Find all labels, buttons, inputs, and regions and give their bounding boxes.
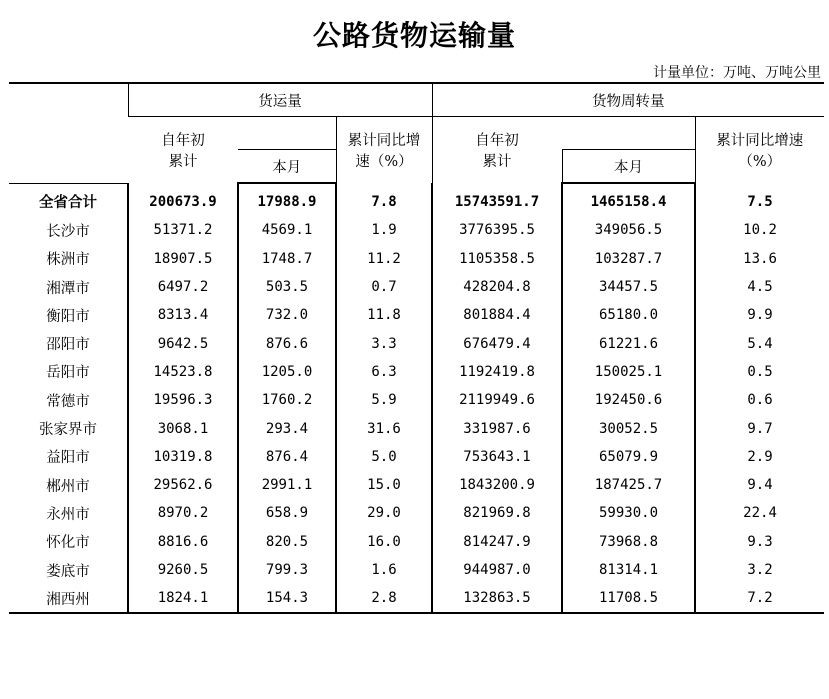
freight-turnover-header: 货物周转量 [432,83,824,117]
turn-month-cell: 65180.0 [562,301,695,329]
region-cell: 张家界市 [39,422,97,439]
table-header [9,83,824,183]
turn-growth-cell: 7.2 [695,584,824,613]
vol-month-header: 本月 [238,150,336,184]
vol-growth-cell: 5.0 [336,443,432,471]
vol-ytd-cell: 9260.5 [128,556,238,584]
table-row [9,471,824,499]
turn-month-cell: 349056.5 [562,216,695,244]
vol-ytd-cell: 51371.2 [128,216,238,244]
turn-growth-header-line1: 累计同比增速 [716,133,804,149]
vol-ytd-cell: 8970.2 [128,499,238,527]
vol-month-cell: 2991.1 [238,471,336,499]
turn-growth-cell: 9.7 [695,414,824,442]
vol-month-cell: 1205.0 [238,358,336,386]
turn-ytd-cell: 814247.9 [432,528,562,556]
vol-ytd-cell: 1824.1 [128,584,238,613]
table-row [9,499,824,527]
vol-growth-cell: 11.8 [336,301,432,329]
vol-month-cell: 4569.1 [238,216,336,244]
vol-month-cell: 503.5 [238,273,336,301]
turn-growth-cell: 10.2 [695,216,824,244]
table-row [9,301,824,329]
vol-month-cell: 293.4 [238,414,336,442]
vol-ytd-cell: 29562.6 [128,471,238,499]
table-row [9,414,824,442]
turn-month-cell: 59930.0 [562,499,695,527]
vol-ytd-cell: 10319.8 [128,443,238,471]
turn-growth-cell: 0.6 [695,386,824,414]
vol-month-cell: 1748.7 [238,245,336,273]
turn-month-cell: 103287.7 [562,245,695,273]
vol-growth-cell: 3.3 [336,329,432,357]
vol-month-cell: 876.6 [238,329,336,357]
turn-growth-cell: 22.4 [695,499,824,527]
turn-ytd-cell: 3776395.5 [432,216,562,244]
vol-ytd-cell: 200673.9 [128,183,238,216]
region-cell: 郴州市 [46,478,90,495]
vol-growth-header [336,117,432,184]
table-row [9,358,824,386]
vol-month-cell: 799.3 [238,556,336,584]
table-row [9,443,824,471]
vol-ytd-cell: 19596.3 [128,386,238,414]
turn-ytd-header [432,117,562,184]
turn-month-cell: 11708.5 [562,584,695,613]
vol-ytd-cell: 8816.6 [128,528,238,556]
vol-ytd-cell: 14523.8 [128,358,238,386]
vol-month-cell: 820.5 [238,528,336,556]
table-row [9,329,824,357]
vol-growth-cell: 16.0 [336,528,432,556]
region-cell: 娄底市 [46,563,90,580]
table-row [9,528,824,556]
turn-ytd-header-line1: 自年初 [475,133,519,149]
vol-ytd-cell: 3068.1 [128,414,238,442]
turn-growth-cell: 0.5 [695,358,824,386]
turn-growth-cell: 4.5 [695,273,824,301]
page-title: 公路货物运输量 [312,19,516,52]
table-row [9,245,824,273]
table-row [9,273,824,301]
vol-growth-header-line2: 速（%） [355,154,413,170]
turn-growth-cell: 13.6 [695,245,824,273]
turn-month-cell: 61221.6 [562,329,695,357]
turn-ytd-cell: 2119949.6 [432,386,562,414]
vol-month-cell: 154.3 [238,584,336,613]
vol-growth-cell: 31.6 [336,414,432,442]
table-body [9,183,824,613]
vol-growth-header-line1: 累计同比增 [347,133,421,149]
turn-ytd-cell: 801884.4 [432,301,562,329]
table-row [9,556,824,584]
vol-ytd-header [128,117,238,184]
turn-month-cell: 73968.8 [562,528,695,556]
turn-month-cell: 187425.7 [562,471,695,499]
turn-month-cell: 30052.5 [562,414,695,442]
vol-growth-cell: 1.6 [336,556,432,584]
turn-ytd-cell: 1192419.8 [432,358,562,386]
vol-month-cell: 876.4 [238,443,336,471]
turn-growth-cell: 9.9 [695,301,824,329]
total-row [9,183,824,216]
region-cell: 永州市 [46,506,90,523]
vol-ytd-cell: 9642.5 [128,329,238,357]
region-cell: 岳阳市 [46,365,90,382]
turn-ytd-cell: 15743591.7 [432,183,562,216]
vol-month-cell: 1760.2 [238,386,336,414]
turn-growth-cell: 7.5 [695,183,824,216]
region-cell: 湘潭市 [46,280,90,297]
turn-growth-cell: 9.3 [695,528,824,556]
vol-growth-cell: 1.9 [336,216,432,244]
turn-month-cell: 81314.1 [562,556,695,584]
turn-ytd-cell: 428204.8 [432,273,562,301]
turn-growth-cell: 3.2 [695,556,824,584]
turn-ytd-header-line2: 累计 [482,154,512,170]
unit-note: 计量单位：万吨、万吨公里 [653,65,821,81]
region-cell: 全省合计 [39,195,97,212]
region-header [9,83,128,183]
turn-month-spacer [562,117,695,150]
table-row [9,584,824,613]
region-cell: 衡阳市 [46,308,90,325]
turn-growth-cell: 5.4 [695,329,824,357]
freight-table [9,82,824,614]
vol-month-cell: 17988.9 [238,183,336,216]
table-row [9,386,824,414]
turn-ytd-cell: 676479.4 [432,329,562,357]
turn-ytd-cell: 944987.0 [432,556,562,584]
vol-ytd-header-line2: 累计 [168,154,198,170]
region-cell: 长沙市 [46,223,90,240]
turn-month-header: 本月 [562,150,695,184]
vol-growth-cell: 6.3 [336,358,432,386]
vol-month-cell: 732.0 [238,301,336,329]
vol-month-cell: 658.9 [238,499,336,527]
freight-volume-header: 货运量 [128,83,432,117]
region-cell: 湘西州 [9,584,128,613]
turn-growth-cell: 2.9 [695,443,824,471]
vol-month-spacer [238,117,336,150]
turn-growth-header [695,117,824,184]
vol-growth-cell: 0.7 [336,273,432,301]
turn-month-cell: 34457.5 [562,273,695,301]
region-cell: 怀化市 [46,535,90,552]
vol-ytd-header-line1: 自年初 [161,133,205,149]
region-cell: 邵阳市 [46,337,90,354]
turn-ytd-cell: 132863.5 [432,584,562,613]
region-cell: 常德市 [46,393,90,410]
turn-ytd-cell: 821969.8 [432,499,562,527]
vol-growth-cell: 5.9 [336,386,432,414]
turn-ytd-cell: 331987.6 [432,414,562,442]
vol-growth-cell: 11.2 [336,245,432,273]
region-cell: 株洲市 [46,252,90,269]
turn-ytd-cell: 1105358.5 [432,245,562,273]
vol-growth-cell: 2.8 [336,584,432,613]
turn-month-cell: 65079.9 [562,443,695,471]
vol-growth-cell: 7.8 [336,183,432,216]
turn-month-cell: 192450.6 [562,386,695,414]
turn-growth-cell: 9.4 [695,471,824,499]
vol-growth-cell: 15.0 [336,471,432,499]
region-cell: 益阳市 [46,450,90,467]
vol-growth-cell: 29.0 [336,499,432,527]
vol-ytd-cell: 8313.4 [128,301,238,329]
turn-ytd-cell: 753643.1 [432,443,562,471]
turn-growth-header-line2: （%） [738,154,782,170]
table-row [9,216,824,244]
turn-month-cell: 150025.1 [562,358,695,386]
turn-month-cell: 1465158.4 [562,183,695,216]
vol-ytd-cell: 18907.5 [128,245,238,273]
turn-ytd-cell: 1843200.9 [432,471,562,499]
vol-ytd-cell: 6497.2 [128,273,238,301]
